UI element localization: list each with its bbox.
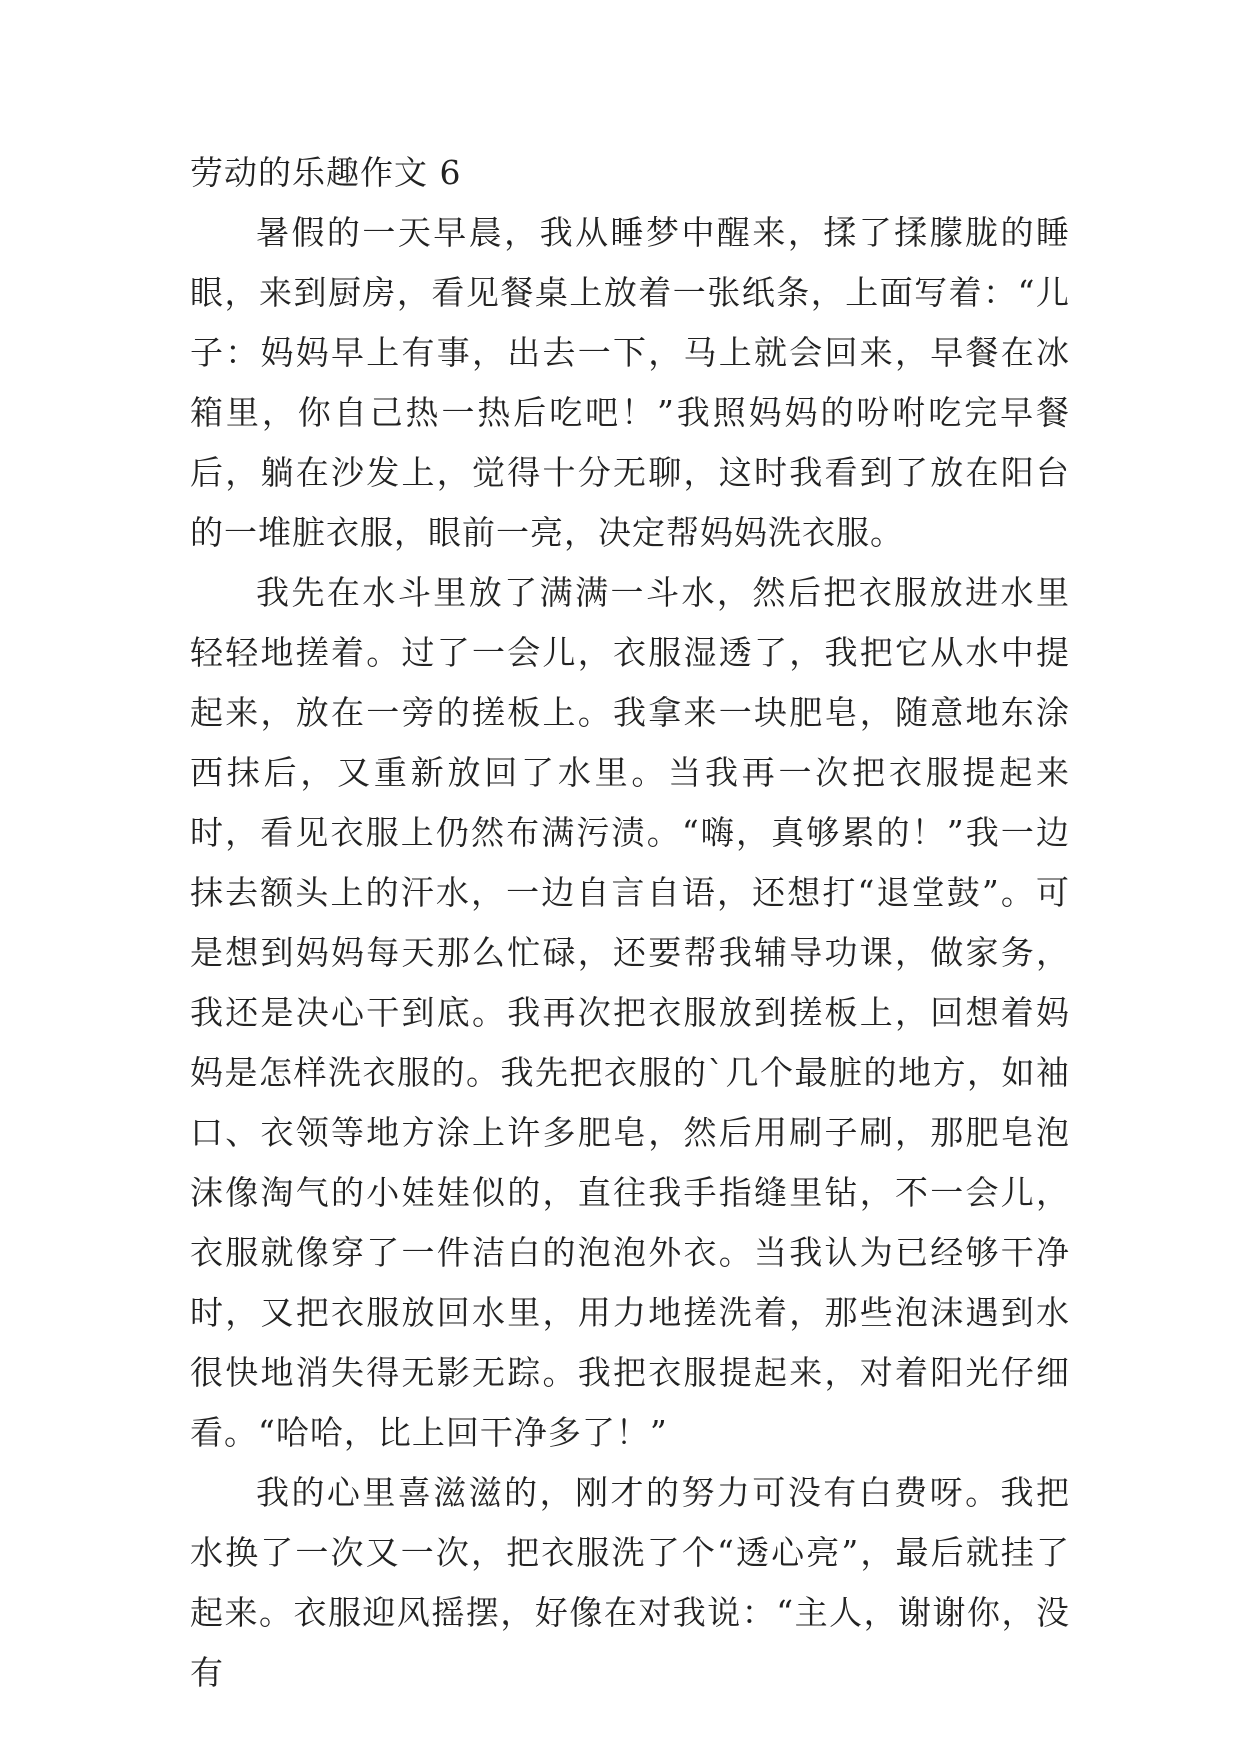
paragraph-2: 我先在水斗里放了满满一斗水，然后把衣服放进水里轻轻地搓着。过了一会儿，衣服湿透了，我把它从水中提起来，放在一旁的搓板上。我拿来一块肥皂，随意地东涂西抹后，又重新放回了水里。当我再一次把衣服提起来时，看见衣服上仍然布满污渍。“嗨，真够累的！”我一边抹去额头上的汗水，一边自言自语，还想打“退堂鼓”。可是想到妈妈每天那么忙碌，还要帮我辅导功课，做家务，我还是决心干到底。我再次把衣服放到搓板上，回想着妈妈是怎样洗衣服的。我先把衣服的`几个最脏的地方，如袖口、衣领等地方涂上许多肥皂，然后用刷子刷，那肥皂泡沫像淘气的小娃娃似的，直往我手指缝里钻，不一会儿，衣服就像穿了一件洁白的泡泡外衣。当我认为已经够干净时，又把衣服放回水里，用力地搓洗着，那些泡沫遇到水很快地消失得无影无踪。我把衣服提起来，对着阳光仔细看。“哈哈，比上回干净多了！” [190, 573, 1070, 1452]
document-body [190, 143, 1070, 1703]
document-title: 劳动的乐趣作文 6 [190, 153, 462, 192]
paragraph-1: 暑假的一天早晨，我从睡梦中醒来，揉了揉朦胧的睡眼，来到厨房，看见餐桌上放着一张纸条，上面写着：“儿子：妈妈早上有事，出去一下，马上就会回来，早餐在冰箱里，你自己热一热后吃吧！”我照妈妈的吩咐吃完早餐后，躺在沙发上，觉得十分无聊，这时我看到了放在阳台的一堆脏衣服，眼前一亮，决定帮妈妈洗衣服。 [190, 213, 1070, 552]
paragraph-3: 我的心里喜滋滋的，刚才的努力可没有白费呀。我把水换了一次又一次，把衣服洗了个“透心亮”，最后就挂了起来。衣服迎风摇摆，好像在对我说：“主人，谢谢你，没有 [190, 1473, 1070, 1692]
